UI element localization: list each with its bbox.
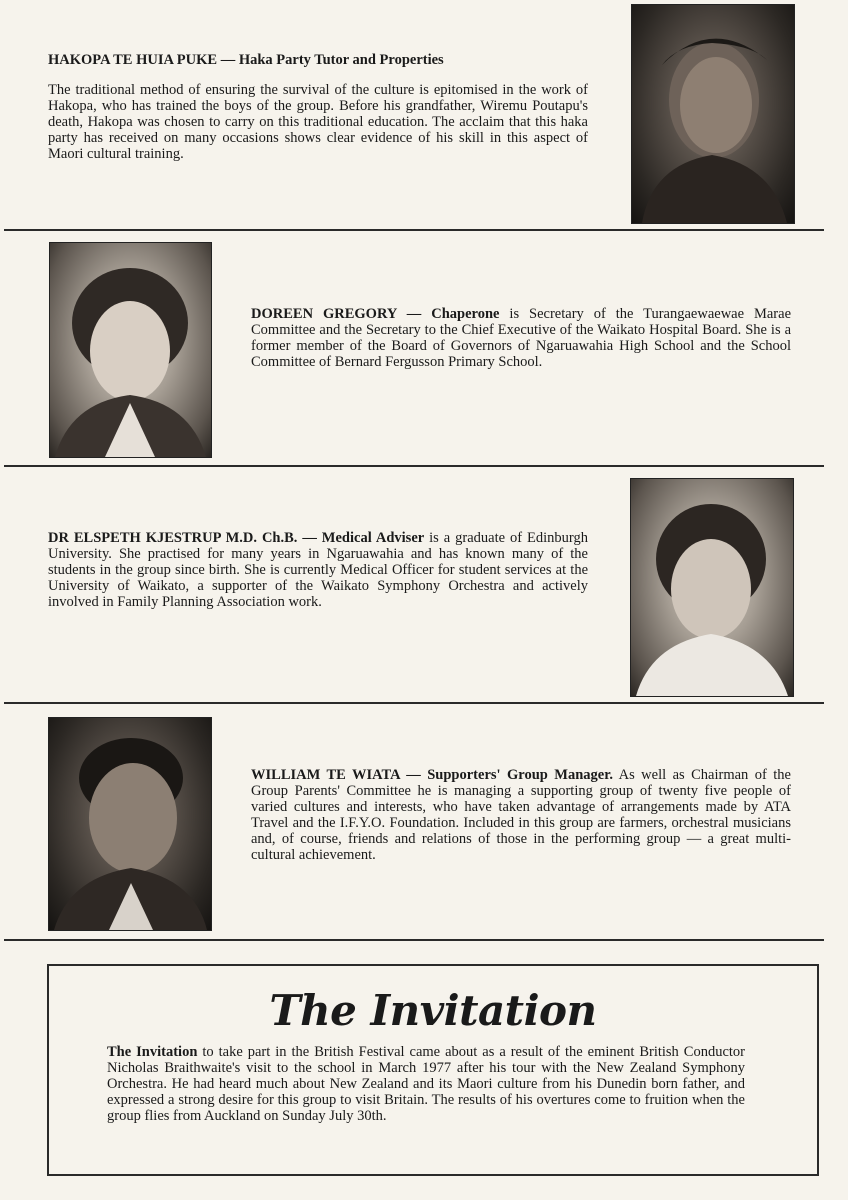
profile-role: Chaperone (431, 306, 500, 322)
section-divider (4, 939, 824, 941)
invitation-body: to take part in the British Festival came about as a result of the eminent British Conductor Nicholas Braithwaite's visit to the school in March 1977 after his tour with the New Zealand Symphony Orchestra. He had heard much about New Zealand and its Maori culture from his Dunedin born father, and expressed a strong desire for this group to visit Britain. The results of his overtures come to fruition when the group flies from Auckland on Sunday July 30th. (107, 1044, 745, 1124)
profile-william (251, 767, 791, 863)
portrait-silhouette (49, 718, 211, 930)
portrait-silhouette (632, 5, 794, 223)
portrait-silhouette (50, 243, 211, 457)
name-separator: — (297, 530, 322, 546)
portrait-doreen-gregory (49, 242, 212, 458)
portrait-elspeth-kjestrup (630, 478, 794, 697)
profile-bio: is Secretary of the Turangaewaewae Marae Committee and the Secretary to the Chief Executive of the Waikato Hospital Board. She is a former member of the Board of Governors of Ngaruawahia High School and the School Committee of Bernard Fergusson Primary School. (251, 306, 792, 370)
profile-doreen (251, 306, 791, 370)
invitation-lead: The Invitation (107, 1044, 198, 1060)
invitation-title: The Invitation (269, 986, 597, 1035)
profile-bio: As well as Chairman of the Group Parents' Committee he is managing a supporting group of twenty five people of varied cultures and interests, who have taken advantage of arrangements made by ATA Travel and the I.F.Y.O. Foundation. Included in this group are farmers, orchestral musicians and, of course, friends and relations of those in the performing group — a great multi-cultural achievement. (251, 767, 791, 863)
profile-bio: The traditional method of ensuring the survival of the culture is epitomised in the work of Hakopa, who has trained the boys of the group. Before his grandfather, Wiremu Poutapu's death, Hakopa was chosen to carry on this traditional education. The acclaim that this haka party has received on many occasions shows clear evidence of his skill in this aspect of Maori cultural training. (48, 82, 588, 162)
profile-role: Haka Party Tutor and Properties (238, 52, 444, 68)
profile-name: WILLIAM TE WIATA (251, 767, 400, 783)
portrait-hakopa-te-huia-puke (631, 4, 795, 224)
profile-name: HAKOPA TE HUIA PUKE (48, 52, 218, 68)
profile-elspeth (48, 530, 588, 610)
profile-role: Medical Adviser (321, 530, 425, 546)
invitation-text (107, 1044, 745, 1124)
section-divider (4, 465, 824, 467)
profile-role: Supporters' Group Manager. (427, 767, 613, 783)
invitation-box (47, 964, 819, 1176)
profile-bio: is a graduate of Edinburgh University. She practised for many years in Ngaruawahia and has known many of the students in the group since birth. She is currently Medical Officer for student services at the University of Waikato, a supporter of the Waikato Symphony Orchestra and actively involved in Family Planning Association work. (48, 530, 588, 610)
profile-name: DR ELSPETH KJESTRUP M.D. Ch.B. (48, 530, 298, 546)
profile-name: DOREEN GREGORY (251, 306, 397, 322)
section-divider (4, 229, 824, 231)
portrait-william-te-wiata (48, 717, 212, 931)
section-divider (4, 702, 824, 704)
name-separator: — (399, 767, 428, 783)
profile-hakopa (48, 52, 588, 162)
name-separator: — (217, 52, 239, 68)
portrait-silhouette (631, 479, 793, 696)
name-separator: — (396, 306, 432, 322)
